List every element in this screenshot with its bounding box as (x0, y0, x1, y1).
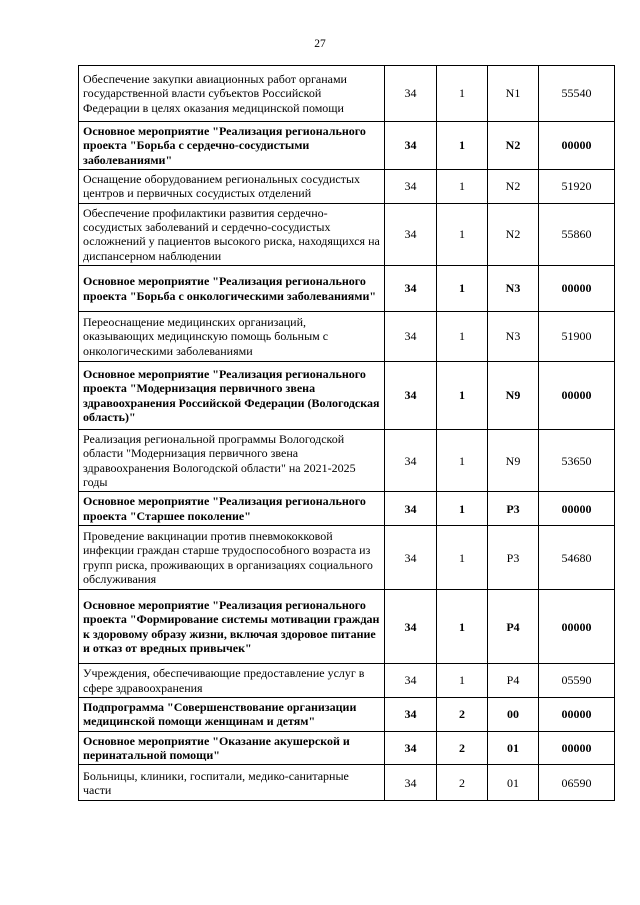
subprogram-code-cell: 1 (437, 590, 488, 664)
subprogram-code-cell: 1 (437, 169, 488, 203)
table-row (79, 526, 615, 590)
subprogram-code-cell: 1 (437, 430, 488, 492)
project-code-cell: P4 (488, 590, 539, 664)
subprogram-code-cell: 1 (437, 203, 488, 265)
ministry-code-cell: 34 (385, 697, 437, 731)
row-name-cell: Основное мероприятие "Оказание акушерской и перинатальной помощи" (79, 731, 385, 765)
project-code-cell: 00 (488, 697, 539, 731)
project-code-cell: P3 (488, 526, 539, 590)
row-name-cell: Основное мероприятие "Реализация регионального проекта "Старшее поколение" (79, 492, 385, 526)
row-name-cell: Основное мероприятие "Реализация регионального проекта "Модернизация первичного звена здравоохранения Российской Федерации (Вологодская область)" (79, 362, 385, 430)
project-code-cell: P3 (488, 492, 539, 526)
subprogram-code-cell: 1 (437, 122, 488, 170)
expense-code-cell: 55540 (539, 66, 615, 122)
budget-classification-table (78, 65, 615, 801)
expense-code-cell: 00000 (539, 122, 615, 170)
row-name-cell: Основное мероприятие "Реализация регионального проекта "Борьба с сердечно-сосудистыми заболеваниями" (79, 122, 385, 170)
table-row (79, 590, 615, 664)
expense-code-cell: 00000 (539, 590, 615, 664)
table-row (79, 66, 615, 122)
ministry-code-cell: 34 (385, 169, 437, 203)
subprogram-code-cell: 1 (437, 312, 488, 362)
subprogram-code-cell: 1 (437, 362, 488, 430)
expense-code-cell: 00000 (539, 731, 615, 765)
subprogram-code-cell: 1 (437, 66, 488, 122)
project-code-cell: N2 (488, 169, 539, 203)
expense-code-cell: 51900 (539, 312, 615, 362)
ministry-code-cell: 34 (385, 590, 437, 664)
project-code-cell: N1 (488, 66, 539, 122)
row-name-cell: Обеспечение закупки авиационных работ органами государственной власти субъектов Российской Федерации в целях оказания медицинской помощи (79, 66, 385, 122)
project-code-cell: N3 (488, 266, 539, 312)
subprogram-code-cell: 1 (437, 266, 488, 312)
subprogram-code-cell: 1 (437, 664, 488, 698)
table-row (79, 492, 615, 526)
table-row (79, 765, 615, 801)
project-code-cell: 01 (488, 765, 539, 801)
row-name-cell: Переоснащение медицинских организаций, оказывающих медицинскую помощь больным с онкологическими заболеваниями (79, 312, 385, 362)
row-name-cell: Подпрограмма "Совершенствование организации медицинской помощи женщинам и детям" (79, 697, 385, 731)
table-row (79, 266, 615, 312)
expense-code-cell: 05590 (539, 664, 615, 698)
expense-code-cell: 00000 (539, 492, 615, 526)
ministry-code-cell: 34 (385, 66, 437, 122)
subprogram-code-cell: 2 (437, 765, 488, 801)
expense-code-cell: 00000 (539, 362, 615, 430)
table-row (79, 664, 615, 698)
subprogram-code-cell: 1 (437, 526, 488, 590)
subprogram-code-cell: 2 (437, 697, 488, 731)
table-row (79, 312, 615, 362)
subprogram-code-cell: 1 (437, 492, 488, 526)
ministry-code-cell: 34 (385, 430, 437, 492)
subprogram-code-cell: 2 (437, 731, 488, 765)
project-code-cell: 01 (488, 731, 539, 765)
table-row (79, 362, 615, 430)
project-code-cell: P4 (488, 664, 539, 698)
row-name-cell: Оснащение оборудованием региональных сосудистых центров и первичных сосудистых отделений (79, 169, 385, 203)
table-row (79, 731, 615, 765)
table-body (79, 66, 615, 801)
project-code-cell: N9 (488, 362, 539, 430)
table-row (79, 169, 615, 203)
row-name-cell: Реализация региональной программы Вологодской области "Модернизация первичного звена здравоохранения Вологодской области" на 2021-2025 годы (79, 430, 385, 492)
table-row (79, 430, 615, 492)
ministry-code-cell: 34 (385, 492, 437, 526)
row-name-cell: Больницы, клиники, госпитали, медико-санитарные части (79, 765, 385, 801)
ministry-code-cell: 34 (385, 203, 437, 265)
ministry-code-cell: 34 (385, 526, 437, 590)
expense-code-cell: 00000 (539, 266, 615, 312)
project-code-cell: N2 (488, 122, 539, 170)
row-name-cell: Проведение вакцинации против пневмококковой инфекции граждан старше трудоспособного возраста из групп риска, проживающих в организациях социального обслуживания (79, 526, 385, 590)
expense-code-cell: 55860 (539, 203, 615, 265)
row-name-cell: Основное мероприятие "Реализация регионального проекта "Борьба с онкологическими заболеваниями" (79, 266, 385, 312)
page-number: 27 (314, 38, 326, 50)
ministry-code-cell: 34 (385, 765, 437, 801)
project-code-cell: N3 (488, 312, 539, 362)
table-row (79, 122, 615, 170)
ministry-code-cell: 34 (385, 122, 437, 170)
table-row (79, 697, 615, 731)
expense-code-cell: 00000 (539, 697, 615, 731)
project-code-cell: N2 (488, 203, 539, 265)
ministry-code-cell: 34 (385, 731, 437, 765)
row-name-cell: Учреждения, обеспечивающие предоставление услуг в сфере здравоохранения (79, 664, 385, 698)
ministry-code-cell: 34 (385, 362, 437, 430)
row-name-cell: Основное мероприятие "Реализация регионального проекта "Формирование системы мотивации граждан к здоровому образу жизни, включая здоровое питание и отказ от вредных привычек" (79, 590, 385, 664)
expense-code-cell: 51920 (539, 169, 615, 203)
expense-code-cell: 53650 (539, 430, 615, 492)
expense-code-cell: 54680 (539, 526, 615, 590)
table-row (79, 203, 615, 265)
ministry-code-cell: 34 (385, 266, 437, 312)
ministry-code-cell: 34 (385, 664, 437, 698)
ministry-code-cell: 34 (385, 312, 437, 362)
expense-code-cell: 06590 (539, 765, 615, 801)
row-name-cell: Обеспечение профилактики развития сердечно-сосудистых заболеваний и сердечно-сосудистых осложнений у пациентов высокого риска, находящихся на диспансерном наблюдении (79, 203, 385, 265)
project-code-cell: N9 (488, 430, 539, 492)
